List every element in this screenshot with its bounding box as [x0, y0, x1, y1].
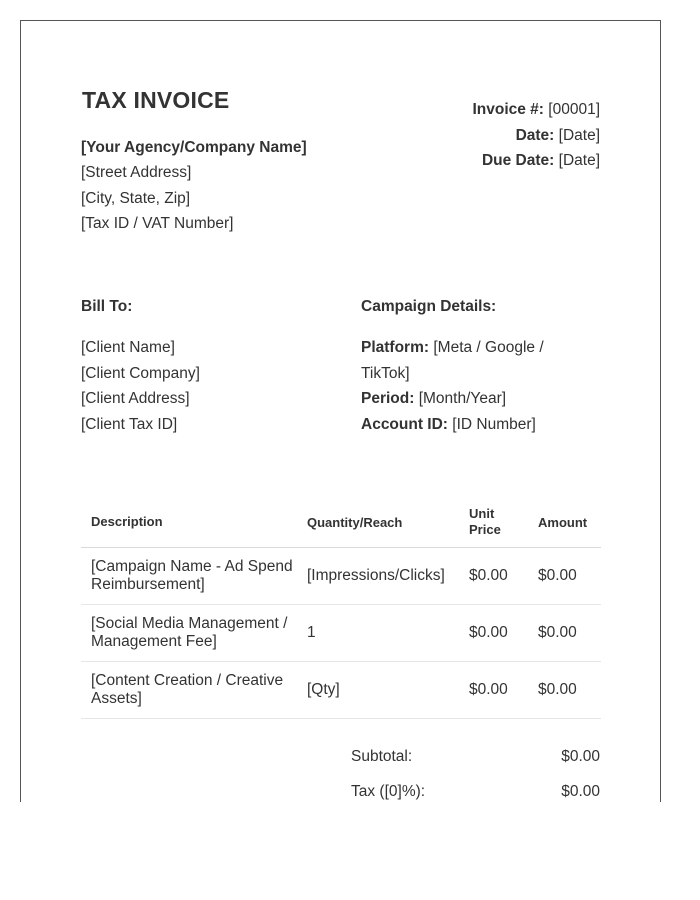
invoice-number-label: Invoice #:: [472, 101, 544, 118]
campaign-account-label: Account ID:: [361, 416, 448, 433]
campaign-period-value: [Month/Year]: [418, 390, 507, 407]
table-header: [81, 497, 601, 548]
campaign-platform-continued: TikTok]: [361, 365, 410, 382]
invoice-page: [20, 20, 661, 802]
invoice-number: [472, 101, 600, 119]
invoice-date-value: [Date]: [558, 127, 600, 144]
header-amount: Amount: [538, 514, 588, 530]
campaign-platform-label: Platform:: [361, 339, 430, 356]
company-name: [Your Agency/Company Name]: [81, 139, 307, 156]
row-description: [Content Creation / Creative Assets]: [91, 672, 284, 707]
row-description: [Campaign Name - Ad Spend Reimbursement]: [91, 558, 293, 593]
invoice-due-date-value: [Date]: [558, 152, 600, 169]
table-row: [81, 605, 601, 662]
invoice-due-date: [482, 152, 600, 170]
invoice-number-value: [00001]: [548, 101, 600, 118]
tax-label: Tax ([0]%):: [351, 783, 426, 800]
row-quantity: [Impressions/Clicks]: [307, 567, 445, 584]
subtotal-label: Subtotal:: [351, 748, 413, 765]
row-quantity: 1: [307, 624, 316, 641]
row-amount: $0.00: [538, 624, 577, 641]
table-row: [81, 548, 601, 605]
client-name: [Client Name]: [81, 339, 175, 356]
row-quantity: [Qty]: [307, 681, 340, 698]
invoice-date-label: Date:: [515, 127, 555, 144]
invoice-due-date-label: Due Date:: [481, 152, 555, 169]
row-unit-price: $0.00: [469, 681, 508, 698]
row-amount: $0.00: [538, 681, 577, 698]
header-unit-price: Unit Price: [469, 506, 501, 537]
row-amount: $0.00: [538, 567, 577, 584]
bill-to-heading: Bill To:: [81, 298, 133, 315]
campaign-period-label: Period:: [361, 390, 415, 407]
campaign-platform-value: [Meta / Google /: [433, 339, 544, 356]
campaign-account-value: [ID Number]: [452, 416, 536, 433]
tax-value: $0.00: [561, 783, 600, 800]
header-quantity: Quantity/Reach: [307, 514, 403, 530]
campaign-account-id: [361, 416, 536, 434]
client-company: [Client Company]: [81, 365, 200, 382]
company-street: [Street Address]: [81, 164, 192, 181]
subtotal-value: $0.00: [561, 748, 600, 765]
client-tax-id: [Client Tax ID]: [81, 416, 178, 433]
table-row: [81, 662, 601, 719]
campaign-platform: [361, 339, 544, 357]
client-address: [Client Address]: [81, 390, 190, 407]
company-city-state-zip: [City, State, Zip]: [81, 190, 191, 207]
row-unit-price: $0.00: [469, 624, 508, 641]
campaign-period: [361, 390, 506, 408]
row-unit-price: $0.00: [469, 567, 508, 584]
row-description: [Social Media Management / Management Fee]: [91, 615, 288, 650]
line-items-table: [81, 497, 601, 719]
campaign-details-heading: Campaign Details:: [361, 298, 497, 315]
invoice-date: [516, 127, 600, 145]
company-tax-id: [Tax ID / VAT Number]: [81, 215, 234, 232]
invoice-title: TAX INVOICE: [82, 87, 230, 113]
header-description: Description: [91, 514, 163, 529]
